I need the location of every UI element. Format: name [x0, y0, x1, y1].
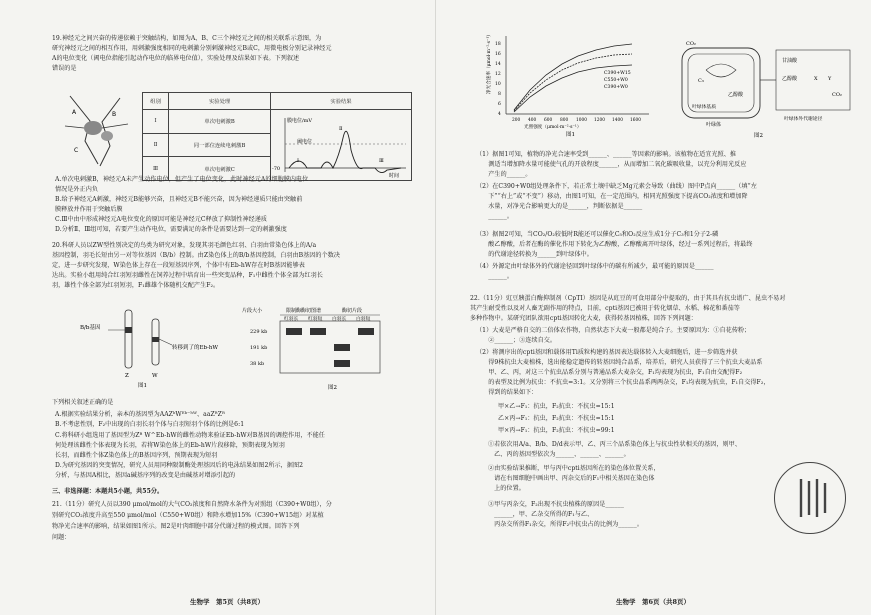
q22-cross-1: 甲×乙→F₁：抗虫，F₂抗虫：不抗虫=15:1 — [498, 403, 615, 410]
cell-drawing-area — [774, 462, 846, 534]
right-footer: 生物学 第6页（共8页） — [616, 598, 691, 606]
svg-text:6: 6 — [498, 102, 501, 107]
neuron-body-a — [84, 121, 102, 135]
gel-svg — [240, 305, 390, 395]
gel-header-map: 限制酶酶切图谱 — [286, 308, 322, 314]
q19-stem-1: 19.神经元之间兴奋的传递依赖于突触结构，如图为A、B、C三个神经元之间的相关联系示意图，为 — [52, 35, 322, 42]
legend-c390-w15: C390+W15 — [604, 71, 631, 76]
q22-stem-2: 其产生耐受性以及对人畜无副作用的特点，目前，cpti基因已被用于转化烟草、水稻、棉花和番茄等 — [470, 305, 740, 312]
gel-band — [334, 344, 350, 351]
svg-text:400: 400 — [528, 118, 537, 123]
svg-text:10: 10 — [495, 82, 501, 87]
svg-text:18: 18 — [495, 42, 501, 47]
q21-stem-3: 物净光合速率的影响，结果如图1所示。图2是叶肉细胞中部分代谢过程的模式图。回答下列 — [52, 523, 300, 530]
fig1-label-ebhw: 转移到了的Eb-hW — [172, 345, 219, 351]
y-tick-labels — [495, 41, 501, 117]
svg-text:4: 4 — [498, 112, 501, 117]
table-cell: Ⅰ — [143, 110, 169, 134]
q20-stem-3: 定，进一步研究发现，W染色体上存在一段短基因序列，个体中有Eb-hW存在时B基因能够表 — [52, 262, 305, 269]
gel-lane-label: 白羽短 — [356, 317, 371, 322]
legend-c550-w0: C550+W0 — [604, 78, 628, 83]
section-3-heading: 三、非选择题：本题共5小题，共55分。 — [52, 488, 164, 495]
gel-band — [334, 360, 350, 367]
q22-part-2b: 得9株抗虫大麦植株，选出能稳定遗传的转基因纯合品系，培养后，研究人员获得了三个抗虫大麦品系 — [476, 359, 763, 366]
chromosome-figure — [80, 305, 219, 390]
photosynthesis-line-chart — [484, 30, 659, 138]
q20-option-c2: 何处理该雌性个体表现为长羽，若将W染色体上的Eb-hW片段移除，预期表现为短羽 — [55, 442, 285, 449]
table-cell: Ⅱ — [143, 133, 169, 157]
svg-text:12: 12 — [495, 72, 501, 77]
graph-roman-3: Ⅲ — [379, 158, 384, 164]
svg-text:1200: 1200 — [594, 118, 605, 123]
gel-header-size: 片段大小 — [242, 308, 263, 314]
q20-option-c1: C.将科研小组选用了基因型为Zᴮ W^Eb-hW的雌性动物来验证Eb-hW对B基因的调控作用，不能任 — [55, 432, 325, 439]
q22-sub-1a: ①若依次用A/a、B/b、D/d表示甲、乙、丙三个品系染色体上与抗虫性状相关的基因，则甲、 — [488, 441, 741, 448]
q19-option-a1: A.单次电刺激B，神经元A未产生动作电位，但产生了电位变化，此时神经元A的细胞膜内电位 — [55, 176, 309, 183]
gel-header-fragment: 酶切片段 — [342, 308, 363, 314]
svg-text:C₃: C₃ — [698, 78, 704, 84]
q21-part-3c: 的代谢途径转换为______到叶绿体中。 — [476, 251, 593, 258]
left-page — [0, 0, 435, 615]
svg-text:甘油酸: 甘油酸 — [782, 58, 798, 64]
q20-stem-5: 羽，雄性个体全部为红羽短羽，F₁雌雄个体随机交配产生F₂。 — [52, 282, 220, 289]
svg-text:1400: 1400 — [612, 118, 623, 123]
series-c390-w15 — [514, 44, 632, 110]
q22-part-2e: 得到的结果如下： — [476, 389, 538, 396]
svg-text:8: 8 — [498, 92, 501, 97]
q21-stem-1: 21.（11分）研究人员以390 μmol/mol的大气CO₂浓度和自然降水条件为对照组（C390+W0组），分 — [52, 501, 332, 508]
svg-text:B: B — [112, 111, 117, 118]
q21-part-2d: ______。 — [476, 213, 514, 220]
q20-option-b: B.不考虑性别，F₂中出现的白羽长羽个体与白羽短羽个体的比例是6:1 — [55, 421, 245, 428]
svg-text:叶绿体基质: 叶绿体基质 — [692, 105, 716, 110]
q21-part-2c: 水量，对净光合影响更大的是______，判断依据是______ — [476, 203, 643, 210]
q22-part-1b: ②______；③连续自交。 — [476, 337, 557, 344]
q19-option-b1: B.给予神经元A刺激，神经元B能够兴奋，且神经元B不能兴奋，因为神经递质只能由突触前 — [55, 196, 303, 203]
svg-text:1000: 1000 — [576, 118, 587, 123]
q21-part-2a: （2）在C390+W0组处理条件下，若正常土壤中缺乏Mg元素会导致（曲线）图中P点向______（填“左 — [476, 183, 757, 190]
q21-part-3b: 酸乙醇酸，后者在酶的催化作用下转化为乙醇酸，乙醇酸离开叶绿体，经过一系列过程后，将最终 — [476, 241, 753, 248]
q20-question-line: 下列相关叙述正确的是 — [52, 399, 114, 406]
neuron-body-b — [101, 131, 113, 141]
q20-stem-2: 基因控制，羽毛长短由另一对等位基因（B/b）控制。由Z染色体上的B/b基因控制，白羽由B基因的个数决 — [52, 252, 341, 259]
q19-option-b2: 膜释放并作用于突触后膜 — [55, 206, 123, 213]
gel-size-191: 191 kb — [250, 345, 268, 351]
q22-stem-3: 多种作物中。某研究团队欲用cpti基因转化大麦，获得转基因植株，回答下列问题： — [470, 315, 697, 322]
table-header: 实验结果 — [271, 93, 412, 110]
gel-band — [358, 328, 374, 335]
q22-sub-2a: ②由实验结果推断，甲与丙中cpti基因所在的染色体位置关系， — [488, 465, 660, 472]
q19-option-a2: 情况是外正内负 — [55, 186, 99, 193]
fig1-caption: 图1 — [138, 383, 147, 389]
gel-band — [286, 328, 302, 335]
fig1-label-gene: B/b基因 — [80, 325, 101, 331]
fig1-label-w: W — [152, 373, 158, 379]
q19-stem-4: 错误的是 — [52, 65, 77, 72]
neuron-diagram — [60, 86, 132, 170]
q21-part-3a: （3）据图2可知，当CO₂/O₂较低时R能还可以催化C₅和O₂反应生成1分子C₃和1分子2-磷 — [476, 231, 719, 238]
fig2-caption: 图2 — [754, 133, 763, 139]
graph-threshold-label: 阈电位 — [297, 139, 313, 145]
fig1-xlabel: 光照强度（μmol·m⁻²·s⁻¹） — [524, 125, 582, 130]
gel-size-38: 38 kb — [250, 361, 265, 367]
q22-part-2a: （2）将测序出的cpti基因和载体用Ti质粒构建的基因表达载体转入大麦细胞后，进一步筛选并获 — [476, 349, 738, 356]
graph-ytick: -70 — [272, 166, 281, 172]
table-cell: Ⅲ — [143, 157, 169, 181]
q22-part-2c: 甲、乙、丙，对这三个抗虫品系分别与普通品系大麦杂交，F₁均表现为抗虫，F₁自由交配得F₂ — [476, 369, 743, 376]
gel-lane-label: 红羽长 — [284, 317, 299, 322]
q20-stem-4: 达出。实验小组用纯合红羽短羽雌性在饲养过程中培育出一些突变品种，F₁中雌性个体全部为红羽长 — [52, 272, 323, 279]
cell-chromosomes — [775, 463, 845, 533]
gel-lane-label: 红羽短 — [308, 317, 323, 322]
q19-experiment-table — [142, 92, 412, 181]
svg-text:乙醇酸: 乙醇酸 — [782, 76, 798, 82]
fig2-caption: 图2 — [328, 385, 337, 391]
q20-option-d1: D.为研究基因的突变情况，研究人员用同种限制酶处理基因后的电泳结果如图2所示，据图2 — [55, 462, 304, 469]
q21-part-4b: ______。 — [476, 273, 514, 280]
q21-part-2b: 下”“右上”或“不变”）移动，由图1可知，在一定范围内，相同光照强度下提高CO₂浓度和增加降 — [476, 193, 748, 200]
svg-text:800: 800 — [560, 118, 569, 123]
q20-option-c3: 长羽，而雌性个体Z染色体上的B基因序列，预期表现为短羽 — [55, 452, 218, 459]
q19-option-d: D.分析Ⅱ、Ⅲ组可知，若要产生动作电位，需要满足的条件是需要达到一定的刺激强度 — [55, 226, 287, 233]
svg-text:1600: 1600 — [630, 118, 641, 123]
right-page — [435, 0, 871, 615]
q21-stem-2: 别研究CO₂浓度升高至550 μmol/mol（C550+W0组）和降水增加15%（C390+W15组）对某植 — [52, 512, 324, 519]
q22-cross-2: 乙×丙→F₁：抗虫，F₂抗虫：不抗虫=15:1 — [498, 415, 615, 422]
gel-lane-label: 白羽长 — [332, 317, 347, 322]
q22-part-2d: 的表型及比例为抗虫：不抗虫=3:1。又分别将三个抗虫品系两两杂交，F₁均表现为抗虫，F₁自交得F₂， — [476, 379, 770, 386]
q19-stem-2: 研究神经元之间的相互作用，用刺激强度相同的电刺激分别刺激神经元B或C，用微电极分别记录神经元 — [52, 45, 332, 52]
svg-text:A: A — [72, 109, 77, 116]
svg-text:200: 200 — [512, 118, 521, 123]
graph-roman-2: Ⅱ — [339, 126, 343, 132]
svg-text:叶绿体: 叶绿体 — [706, 122, 722, 128]
graph-xlabel: 时间 — [389, 173, 400, 179]
left-footer: 生物学 第5页（共8页） — [190, 598, 265, 606]
q20-option-d2: 分析，与基因A相比，基因a碱基序列的改变是由碱基对增添引起的 — [55, 472, 236, 479]
table-header: 组别 — [143, 93, 169, 110]
membrane-potential-graph — [271, 110, 411, 180]
svg-text:X: X — [814, 76, 818, 82]
chloroplast-diagram — [676, 40, 856, 140]
legend-c390-w0: C390+W0 — [604, 85, 628, 90]
q19-option-c: C.Ⅲ中由中形成神经元A电位变化的原因可能是神经元C释放了抑制性神经递质 — [55, 216, 268, 223]
table-header: 实验处理 — [169, 93, 271, 110]
svg-text:C: C — [74, 147, 79, 154]
graph-roman-1: Ⅰ — [297, 158, 299, 164]
x-tick-labels — [512, 118, 641, 123]
q21-stem-4: 问题： — [52, 534, 71, 541]
q22-sub-3a: ③甲与丙杂交，F₂出现不抗虫植株的原因是______ — [488, 501, 624, 508]
svg-text:16: 16 — [495, 52, 501, 57]
q22-sub-3b: ______，甲、乙杂交所得的F₁与乙、 — [488, 511, 594, 518]
result-graph-cell — [271, 110, 412, 181]
q20-option-a: A.根据实验结果分析，亲本的基因型为AAZᵇWᴱᵇ⁻ʰᵂ、aaZᴮZᴮ — [55, 411, 225, 418]
gel-figure — [240, 305, 390, 395]
q22-sub-2c: 上的位置。 — [488, 485, 525, 492]
svg-text:14: 14 — [495, 62, 501, 67]
table-cell: 单次电刺激C — [169, 157, 271, 181]
q21-part-1a: （1）据图1可知，植物的净光合速率受到______、______等因素的影响。该植物在适宜光照、推 — [476, 151, 737, 158]
fig1-caption: 图1 — [566, 132, 575, 138]
gel-size-229: 229 kb — [250, 329, 268, 335]
svg-text:叶绿体外代谢途径: 叶绿体外代谢途径 — [784, 117, 823, 122]
fig1-label-z: Z — [125, 373, 129, 379]
svg-text:CO₂: CO₂ — [832, 92, 842, 98]
q21-part-1b: 测适当增加降水量可能使气孔的开放程度______，从而增加二氧化碳吸收量，以充分利用光反应 — [476, 161, 747, 168]
fig1-ylabel: 净光合速率（μmol·m⁻²·s⁻¹） — [487, 32, 492, 94]
svg-text:Y: Y — [828, 76, 832, 82]
svg-text:CO₂: CO₂ — [686, 41, 696, 47]
q21-part-1c: 产生的______。 — [476, 171, 532, 178]
q22-sub-1b: 乙、丙的基因型依次为______、______、______。 — [488, 451, 630, 458]
table-cell: 单次电刺激B — [169, 110, 271, 134]
graph-ylabel: 膜电位/mV — [287, 118, 313, 124]
q20-stem-1: 20.科研人员以ZW型性别决定的鸟类为研究对象，发现其羽毛颜色红羽、白羽由常染色体上的A/a — [52, 242, 317, 249]
q22-sub-2b: 请在右图细胞中画出甲、丙杂交后的F₁中相关基因在染色体 — [488, 475, 655, 482]
q22-part-1a: （1）大麦是严格自交的二倍体农作物，自然状态下大麦一般都是纯合子。主要原因为：①自花传粉； — [476, 327, 751, 334]
svg-text:乙醇酸: 乙醇酸 — [728, 92, 744, 98]
svg-text:600: 600 — [544, 118, 553, 123]
q22-stem-1: 22.（11分）豇豆胰蛋白酶抑制剂（CpTI）基因是从豇豆的可食用部分中提取的，由于其具有抗虫谱广、昆虫不易对 — [470, 295, 786, 302]
table-cell: 同一部位连续电刺激B — [169, 133, 271, 157]
q21-part-4a: （4）外源定由叶绿体外的代谢途径回到叶绿体中的碳有所减少，最可能的原因是______ — [476, 263, 714, 270]
q19-stem-3: A的电位变化（阈电位指能引起动作电位的临界电位值），实验处理及结果如下表。下列叙述 — [52, 55, 300, 62]
q22-cross-3: 甲×丙→F₁：抗虫，F₂抗虫：不抗虫=99:1 — [498, 427, 615, 434]
gel-band — [310, 328, 326, 335]
q22-sub-3c: 丙杂交所得F₁杂交，所得F₂中抗虫占的比例为______。 — [488, 521, 643, 528]
